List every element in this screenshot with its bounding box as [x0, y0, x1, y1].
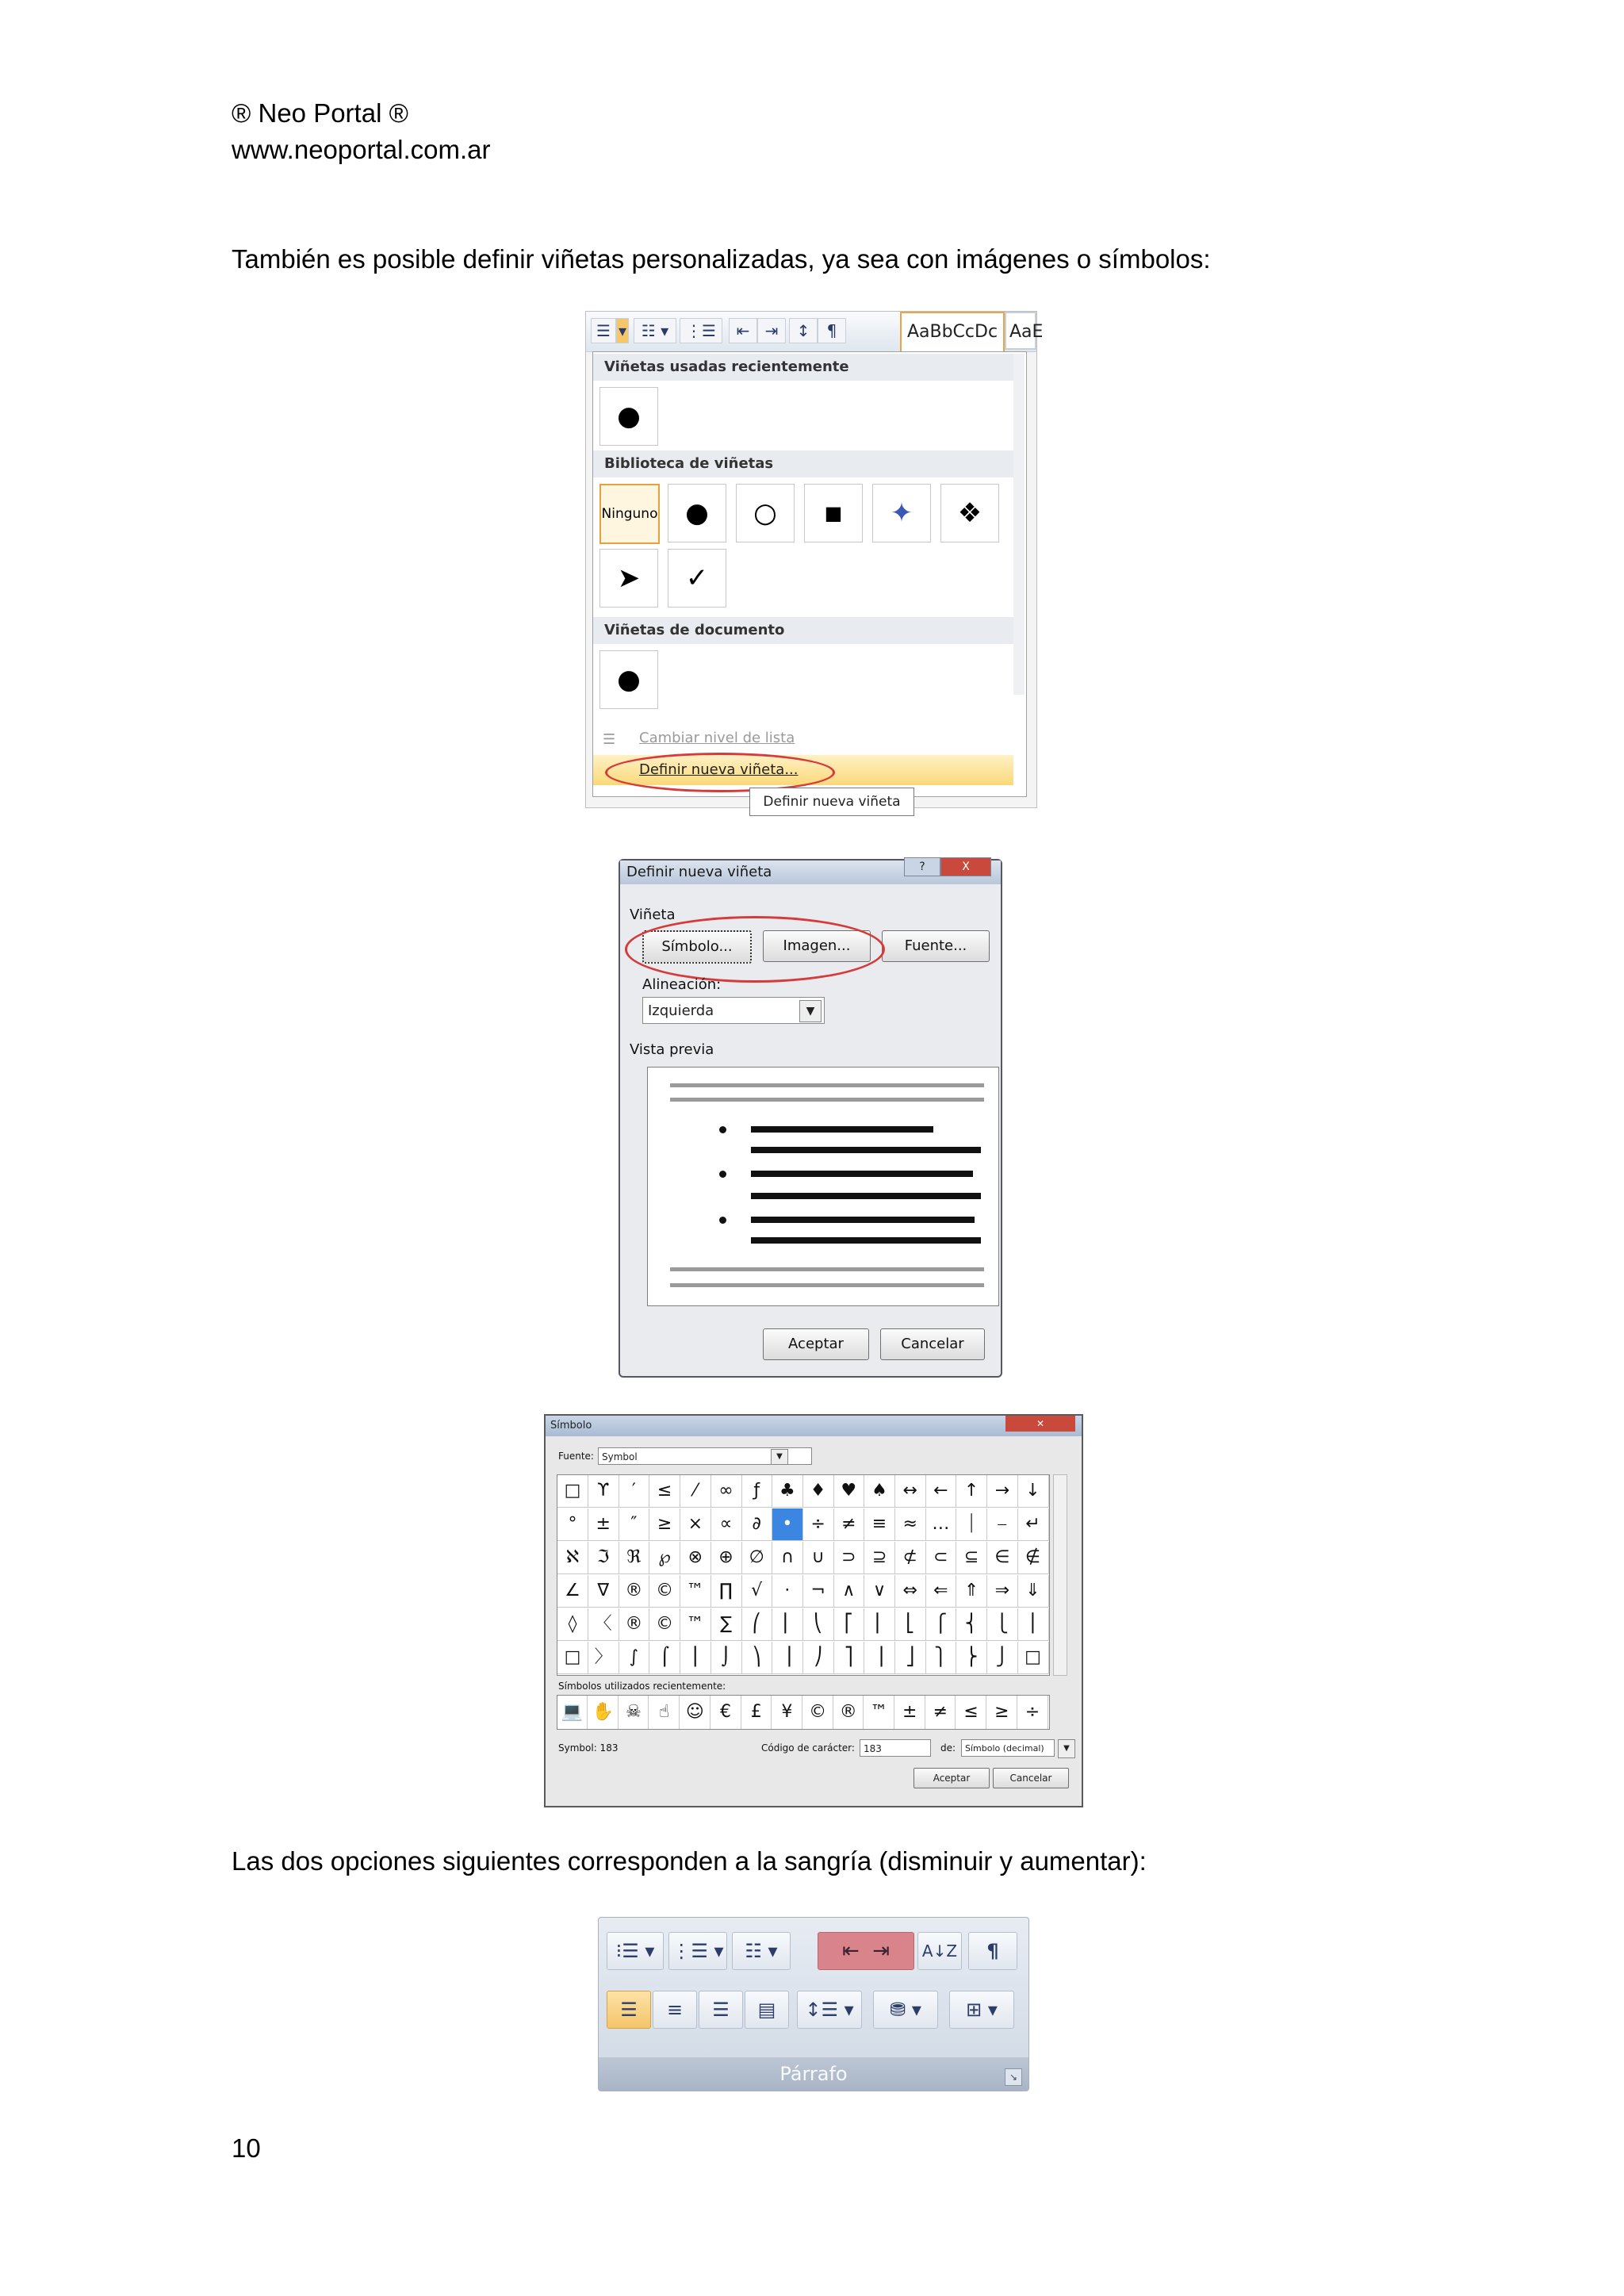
- symbol-cell[interactable]: □: [557, 1642, 588, 1674]
- symbol-cell[interactable]: ™: [680, 1608, 711, 1641]
- cancel-button[interactable]: Cancelar: [880, 1328, 985, 1360]
- bullet-none[interactable]: Ninguno: [599, 484, 660, 544]
- symbol-cell[interactable]: ≤: [649, 1475, 680, 1508]
- symbol-cell[interactable]: ⇒: [987, 1575, 1018, 1608]
- symbol-grid-scrollbar[interactable]: [1053, 1474, 1067, 1676]
- symbol-cell[interactable]: ♣: [772, 1475, 803, 1508]
- increase-indent-icon[interactable]: ⇥: [872, 1939, 891, 1963]
- recent-symbol-cell[interactable]: ±: [895, 1696, 925, 1729]
- sort-button[interactable]: A↓Z: [917, 1932, 962, 1970]
- symbol-cell[interactable]: ∝: [711, 1508, 742, 1541]
- symbol-cell[interactable]: ↓: [1018, 1475, 1049, 1508]
- preview-bullet: [719, 1217, 726, 1224]
- symbol-cell[interactable]: ⎥: [864, 1642, 895, 1674]
- paragraph-group-name: Párrafo: [779, 2063, 848, 2085]
- symbol-cell[interactable]: ℘: [649, 1542, 680, 1574]
- symbol-cell[interactable]: ⎨: [956, 1608, 987, 1641]
- recent-symbol-cell[interactable]: €: [711, 1696, 741, 1729]
- bullets-dropdown-arrow[interactable]: ▾: [616, 318, 629, 343]
- recent-bullets-header: Viñetas usadas recientemente: [593, 354, 1013, 381]
- symbol-cell[interactable]: ⋅: [772, 1575, 803, 1608]
- increase-indent-icon[interactable]: ⇥: [757, 318, 786, 343]
- recent-symbols-row[interactable]: [557, 1695, 1050, 1730]
- symbol-cell[interactable]: ©: [649, 1608, 680, 1641]
- ribbon-toolbar: [586, 312, 1044, 352]
- symbol-cell[interactable]: ⎧: [925, 1608, 956, 1641]
- symbol-cell[interactable]: ⊗: [680, 1542, 711, 1574]
- symbol-cell[interactable]: ∂: [741, 1508, 772, 1541]
- symbol-cell[interactable]: ⇔: [895, 1575, 926, 1608]
- symbol-cell[interactable]: ≠: [833, 1508, 864, 1541]
- recent-symbol-cell[interactable]: ☝: [649, 1696, 680, 1729]
- symbol-ok-button[interactable]: Aceptar: [914, 1768, 990, 1788]
- symbol-cell[interactable]: ⌡: [711, 1642, 742, 1674]
- bullets-icon[interactable]: ☰: [591, 318, 616, 343]
- bullet-hollow-circle[interactable]: ○: [736, 484, 795, 542]
- recent-symbol-cell[interactable]: ®: [833, 1696, 864, 1729]
- from-select[interactable]: Símbolo (decimal): [961, 1739, 1055, 1757]
- align-right-button[interactable]: ☰: [699, 1991, 743, 2029]
- recent-symbol-cell[interactable]: ☺: [680, 1696, 710, 1729]
- symbol-cell[interactable]: √: [741, 1575, 772, 1608]
- symbol-cell[interactable]: ∩: [772, 1542, 803, 1574]
- recent-symbol-cell[interactable]: ☠: [619, 1696, 649, 1729]
- symbol-cell[interactable]: ⇓: [1018, 1575, 1049, 1608]
- symbol-cell[interactable]: ∞: [711, 1475, 742, 1508]
- symbol-cell[interactable]: ←: [925, 1475, 956, 1508]
- bullet-arrowhead[interactable]: ➤: [599, 549, 658, 608]
- symbol-cell[interactable]: ™: [680, 1575, 711, 1608]
- symbol-cell[interactable]: ⎯: [987, 1508, 1018, 1541]
- symbol-cell[interactable]: ∪: [803, 1542, 834, 1574]
- symbol-dialog-title: Símbolo: [546, 1416, 1082, 1436]
- symbol-cell[interactable]: ⎭: [987, 1642, 1018, 1674]
- symbol-code: Symbol: 183: [558, 1742, 619, 1754]
- symbol-cell[interactable]: ∧: [833, 1575, 864, 1608]
- numbering-button[interactable]: ⋮☰ ▾: [668, 1932, 727, 1970]
- symbol-cell[interactable]: ®: [619, 1608, 649, 1641]
- bullet-square[interactable]: ■: [804, 484, 863, 542]
- symbol-cell[interactable]: ↑: [956, 1475, 987, 1508]
- line-spacing-button[interactable]: ↕☰ ▾: [797, 1991, 862, 2029]
- dialog-launcher-icon[interactable]: ↘: [1005, 2068, 1022, 2086]
- symbol-cell[interactable]: ≥: [649, 1508, 680, 1541]
- decrease-indent-icon[interactable]: ⇤: [841, 1939, 860, 1963]
- symbol-cell[interactable]: ∈: [987, 1542, 1018, 1574]
- symbol-cell[interactable]: ′: [619, 1475, 649, 1508]
- symbol-cell[interactable]: ∑: [711, 1608, 742, 1641]
- symbol-cell[interactable]: ⎪: [1018, 1608, 1049, 1641]
- header-url: www.neoportal.com.ar: [232, 135, 491, 164]
- paragraph-indent: Las dos opciones siguientes corresponden a la sangría (disminuir y aumentar):: [232, 1846, 1147, 1876]
- sort-icon[interactable]: ↕: [789, 318, 818, 343]
- highlight-ellipse-buttons: [625, 916, 885, 983]
- symbol-cell[interactable]: ♦: [803, 1475, 834, 1508]
- show-formatting-button[interactable]: ¶: [968, 1932, 1017, 1970]
- symbol-cell[interactable]: 〉: [588, 1642, 619, 1674]
- char-code-input[interactable]: 183: [860, 1739, 931, 1757]
- symbol-cell[interactable]: ∅: [741, 1542, 772, 1574]
- symbol-cell[interactable]: □: [557, 1475, 588, 1508]
- bullet-checkmark[interactable]: ✓: [668, 549, 726, 608]
- chevron-down-icon[interactable]: ▼: [771, 1449, 788, 1465]
- symbol-cell[interactable]: ⎤: [833, 1642, 864, 1674]
- recent-symbol-cell[interactable]: ™: [864, 1696, 894, 1729]
- symbol-cell[interactable]: ±: [588, 1508, 619, 1541]
- define-new-bullet-tooltip: Definir nueva viñeta: [749, 788, 914, 816]
- close-button[interactable]: X: [940, 857, 991, 876]
- symbol-cell[interactable]: ⊕: [711, 1542, 742, 1574]
- symbol-cancel-button[interactable]: Cancelar: [993, 1768, 1069, 1788]
- symbol-cell[interactable]: □: [1018, 1642, 1049, 1674]
- symbol-cell[interactable]: ¬: [803, 1575, 834, 1608]
- document-bullet-dot[interactable]: ●: [599, 650, 658, 709]
- indent-buttons-highlight: [818, 1932, 914, 1970]
- recent-symbol-cell[interactable]: 💻: [557, 1696, 588, 1729]
- chevron-down-icon[interactable]: ▼: [799, 1000, 822, 1022]
- symbol-cell[interactable]: ⏐: [956, 1508, 987, 1541]
- symbol-cell[interactable]: ⊄: [895, 1542, 926, 1574]
- symbol-cell[interactable]: °: [557, 1508, 588, 1541]
- symbol-cell[interactable]: ◊: [557, 1608, 588, 1641]
- pilcrow-icon[interactable]: ¶: [818, 318, 846, 343]
- recent-bullet-dot[interactable]: ●: [599, 387, 658, 446]
- recent-symbol-cell[interactable]: ✋: [588, 1696, 619, 1729]
- bullet-diamonds[interactable]: ❖: [940, 484, 999, 542]
- symbol-cell[interactable]: ⁄: [680, 1475, 711, 1508]
- symbol-cell[interactable]: ⎫: [925, 1642, 956, 1674]
- recent-symbol-cell[interactable]: ≥: [987, 1696, 1017, 1729]
- multilevel-icon[interactable]: ⋮☰: [680, 318, 722, 343]
- preview-bullet: [719, 1171, 726, 1178]
- bullet-group-label: Viñeta: [630, 907, 676, 923]
- symbol-cell[interactable]: ⎜: [772, 1608, 803, 1641]
- chevron-down-icon[interactable]: ▼: [1058, 1739, 1075, 1758]
- define-bullet-dialog: [619, 859, 1002, 1378]
- dialog-title: Definir nueva viñeta: [620, 861, 1001, 884]
- bullets-menu: [592, 351, 1027, 797]
- bullets-dropdown-screenshot: [585, 311, 1044, 810]
- symbol-cell[interactable]: ⊆: [956, 1542, 987, 1574]
- recent-symbols-label: Símbolos utilizados recientemente:: [558, 1681, 726, 1692]
- bullet-star[interactable]: ✦: [872, 484, 931, 542]
- paragraph-group-label: [599, 2057, 1028, 2091]
- recent-symbol-cell[interactable]: £: [741, 1696, 772, 1729]
- preview-box: [647, 1067, 999, 1306]
- font-select[interactable]: Symbol: [598, 1447, 812, 1465]
- symbol-cell[interactable]: ƒ: [741, 1475, 772, 1508]
- ok-button[interactable]: Aceptar: [763, 1328, 869, 1360]
- from-label: de:: [940, 1742, 956, 1754]
- symbol-cell[interactable]: ↵: [1018, 1508, 1049, 1541]
- page-number: 10: [232, 2133, 261, 2163]
- symbol-cell[interactable]: ∨: [864, 1575, 895, 1608]
- symbol-cell[interactable]: ⊃: [833, 1542, 864, 1574]
- align-center-button[interactable]: ≡: [653, 1991, 697, 2029]
- symbol-cell[interactable]: 〈: [588, 1608, 619, 1641]
- symbol-cell[interactable]: ®: [619, 1575, 649, 1608]
- bullets-button[interactable]: ⁝☰ ▾: [607, 1932, 664, 1970]
- font-label: Fuente:: [558, 1451, 594, 1462]
- bullet-filled-circle[interactable]: ●: [668, 484, 726, 542]
- symbol-cell[interactable]: ♥: [833, 1475, 864, 1508]
- alignment-select[interactable]: Izquierda: [642, 997, 825, 1024]
- symbol-cell[interactable]: ⎦: [895, 1642, 926, 1674]
- symbol-cell[interactable]: •: [772, 1508, 803, 1541]
- char-code-label: Código de carácter:: [761, 1742, 855, 1754]
- symbol-cell[interactable]: ⎢: [864, 1608, 895, 1641]
- symbol-dialog: [544, 1414, 1083, 1807]
- symbol-cell[interactable]: ℵ: [557, 1542, 588, 1574]
- highlight-ellipse: [605, 753, 835, 792]
- symbol-cell[interactable]: ″: [619, 1508, 649, 1541]
- library-header: Biblioteca de viñetas: [593, 450, 1013, 477]
- change-list-level-item[interactable]: Cambiar nivel de lista: [639, 730, 795, 746]
- multilevel-list-button[interactable]: ☷ ▾: [732, 1932, 791, 1970]
- symbol-cell[interactable]: ≡: [864, 1508, 895, 1541]
- symbol-cell[interactable]: …: [925, 1508, 956, 1541]
- symbol-cell[interactable]: ⇐: [925, 1575, 956, 1608]
- symbol-grid[interactable]: [557, 1474, 1050, 1676]
- menu-scrollbar[interactable]: [1013, 354, 1025, 695]
- symbol-cell[interactable]: ↔: [895, 1475, 926, 1508]
- recent-symbol-cell[interactable]: ÷: [1018, 1696, 1048, 1729]
- shading-button[interactable]: ⛃ ▾: [873, 1991, 938, 2029]
- numbering-icon[interactable]: ☷ ▾: [634, 318, 676, 343]
- symbol-cell[interactable]: ♠: [864, 1475, 895, 1508]
- symbol-cell[interactable]: ⎠: [803, 1642, 834, 1674]
- symbol-cell[interactable]: ⊇: [864, 1542, 895, 1574]
- symbol-cell[interactable]: ⎞: [741, 1642, 772, 1674]
- symbol-cell[interactable]: ©: [649, 1575, 680, 1608]
- symbol-cell[interactable]: ∫: [619, 1642, 649, 1674]
- symbol-cell[interactable]: ℜ: [619, 1542, 649, 1574]
- symbol-cell[interactable]: ⎮: [680, 1642, 711, 1674]
- preview-label: Vista previa: [630, 1041, 714, 1058]
- symbol-cell[interactable]: ⎡: [833, 1608, 864, 1641]
- symbol-cell[interactable]: ∠: [557, 1575, 588, 1608]
- help-button[interactable]: ?: [904, 857, 940, 876]
- symbol-cell[interactable]: ⌠: [649, 1642, 680, 1674]
- symbol-cell[interactable]: ÷: [803, 1508, 834, 1541]
- recent-symbol-cell[interactable]: ≠: [925, 1696, 956, 1729]
- symbol-cell[interactable]: ⎩: [987, 1608, 1018, 1641]
- symbol-cell[interactable]: ⎣: [895, 1608, 926, 1641]
- symbol-cell[interactable]: ⎟: [772, 1642, 803, 1674]
- symbol-cell[interactable]: ℑ: [588, 1542, 619, 1574]
- symbol-cell[interactable]: ⎛: [741, 1608, 772, 1641]
- paragraph-ribbon-group: [598, 1917, 1029, 2091]
- recent-symbol-cell[interactable]: ≤: [956, 1696, 986, 1729]
- alignment-label: Alineación:: [642, 976, 722, 993]
- font-button[interactable]: Fuente...: [882, 930, 990, 962]
- symbol-cell[interactable]: ϒ: [588, 1475, 619, 1508]
- symbol-cell[interactable]: →: [987, 1475, 1018, 1508]
- symbol-cell[interactable]: ⎬: [956, 1642, 987, 1674]
- recent-symbol-cell[interactable]: ¥: [772, 1696, 802, 1729]
- symbol-cell[interactable]: ⎝: [803, 1608, 834, 1641]
- symbol-cell[interactable]: ∏: [711, 1575, 742, 1608]
- symbol-button[interactable]: Símbolo...: [642, 930, 752, 964]
- symbol-cell[interactable]: ⊂: [925, 1542, 956, 1574]
- symbol-cell[interactable]: ⇑: [956, 1575, 987, 1608]
- justify-button[interactable]: ▤: [745, 1991, 789, 2029]
- borders-button[interactable]: ⊞ ▾: [949, 1991, 1014, 2029]
- symbol-cell[interactable]: ≈: [895, 1508, 926, 1541]
- align-left-button[interactable]: ☰: [607, 1991, 651, 2029]
- style-normal[interactable]: AaBbCcDc: [900, 312, 1005, 353]
- paragraph-custom-bullets: También es posible definir viñetas personalizadas, ya sea con imágenes o símbolos:: [232, 244, 1211, 274]
- symbol-cell[interactable]: ∉: [1018, 1542, 1049, 1574]
- header-brand: ® Neo Portal ®: [232, 98, 408, 128]
- style-next[interactable]: AaE: [1005, 312, 1036, 350]
- image-button[interactable]: Imagen...: [763, 930, 871, 962]
- document-bullets-header: Viñetas de documento: [593, 617, 1013, 644]
- define-new-bullet-item[interactable]: Definir nueva viñeta...: [593, 755, 1013, 785]
- decrease-indent-icon[interactable]: ⇤: [729, 318, 757, 343]
- preview-bullet: [719, 1126, 726, 1133]
- list-level-icon: ☰: [603, 731, 616, 748]
- close-icon[interactable]: ✕: [1005, 1416, 1075, 1432]
- symbol-cell[interactable]: ∇: [588, 1575, 619, 1608]
- recent-symbol-cell[interactable]: ©: [803, 1696, 833, 1729]
- symbol-cell[interactable]: ×: [680, 1508, 711, 1541]
